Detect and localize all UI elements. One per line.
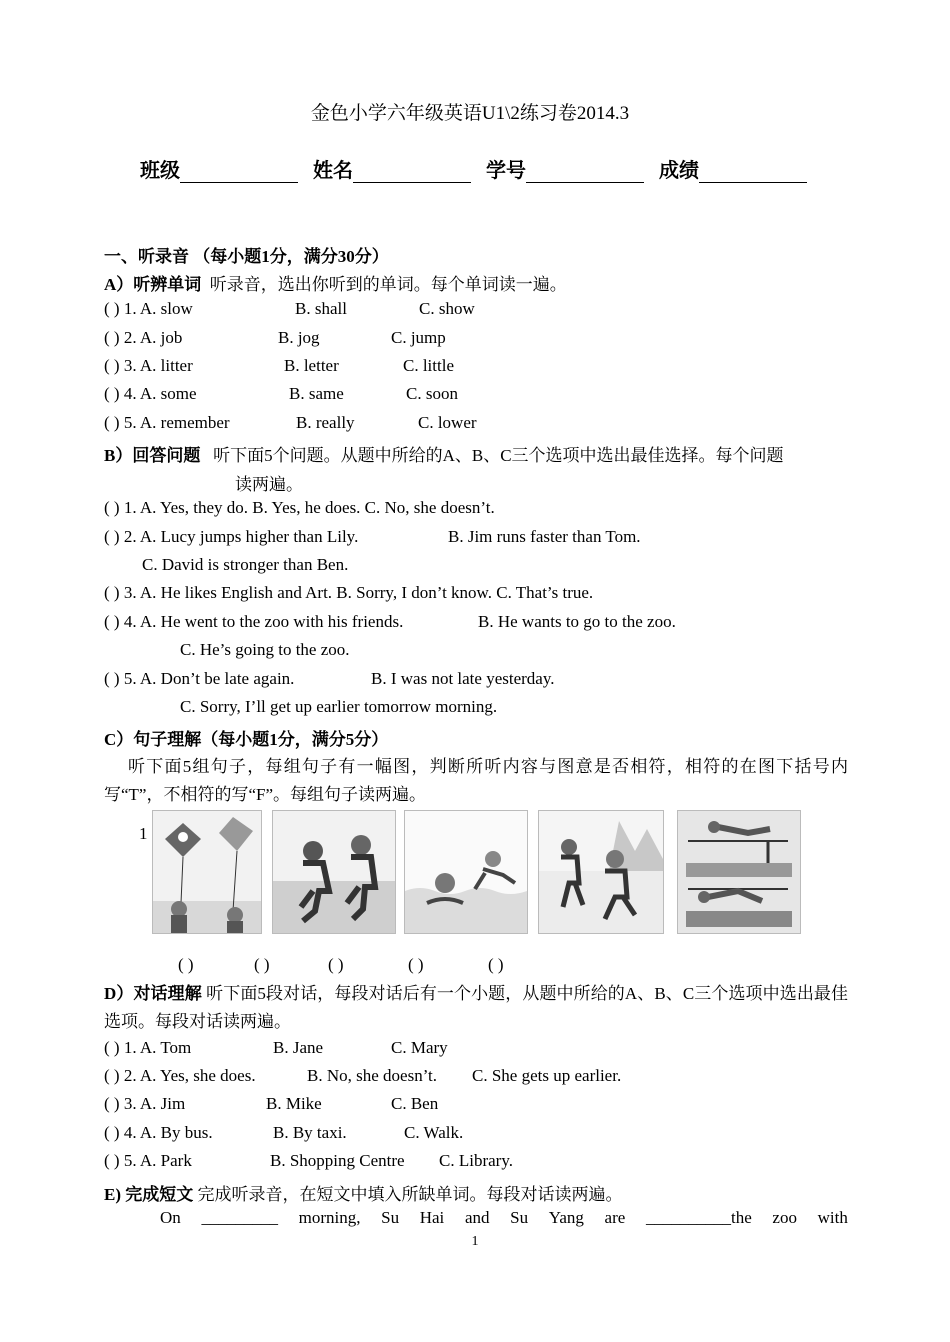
- part-b-q4-b: B. He wants to go to the zoo.: [478, 612, 676, 631]
- part-d-item-5-a: ( ) 5. A. Park: [104, 1151, 192, 1170]
- passage-blank[interactable]: _________: [201, 1208, 278, 1227]
- part-e-header: [104, 1180, 623, 1205]
- name-blank[interactable]: [353, 162, 471, 183]
- part-d-item-3-a: ( ) 3. A. Jim: [104, 1094, 186, 1113]
- part-a-item-2-a: ( ) 2. A. job: [104, 328, 183, 347]
- part-b-q5-a: ( ) 5. A. Don’t be late again.: [104, 669, 295, 688]
- swimming-icon: [405, 811, 527, 933]
- part-a-item-2-b: B. jog: [278, 328, 320, 347]
- class-blank[interactable]: [180, 162, 298, 183]
- part-d-item-2-c: C. She gets up earlier.: [472, 1066, 622, 1085]
- picture-number-1: 1: [139, 824, 148, 843]
- part-a-item-5-c: C. lower: [418, 413, 477, 432]
- passage-word: Su: [510, 1208, 529, 1227]
- score-blank[interactable]: [699, 162, 807, 183]
- part-a-item-1-b: B. shall: [295, 299, 347, 318]
- picture-kites: [152, 810, 262, 934]
- picture-high-jump: [677, 810, 801, 934]
- student-number-blank[interactable]: [526, 162, 644, 183]
- part-d-item-4-a: ( ) 4. A. By bus.: [104, 1123, 213, 1142]
- running-icon: [273, 811, 395, 933]
- part-d-item-1-c: C. Mary: [391, 1038, 448, 1057]
- part-b-instruction-cont: 读两遍。: [235, 475, 303, 494]
- part-d-item-2-b: B. No, she doesn’t.: [307, 1066, 438, 1085]
- name-label: 姓名: [313, 160, 353, 182]
- passage-word: are: [604, 1208, 626, 1227]
- part-a-header: [104, 270, 567, 295]
- part-d-instruction: 听下面5段对话，每段对话后有一个小题，从题中所给的A、B、C三个选项中选出最佳选项。每段对话读两遍。: [104, 984, 849, 1031]
- part-d-item-5-b: B. Shopping Centre: [270, 1151, 405, 1170]
- passage-blank[interactable]: __________the: [645, 1208, 752, 1227]
- part-d-item-3-b: B. Mike: [266, 1094, 322, 1113]
- part-b-q5-c: C. Sorry, I’ll get up earlier tomorrow morning.: [180, 697, 498, 716]
- part-a-item-4-b: B. same: [289, 384, 344, 403]
- part-d-item-4-c: C. Walk.: [404, 1123, 464, 1142]
- class-label: 班级: [140, 160, 180, 182]
- part-a-item-4-c: C. soon: [406, 384, 458, 403]
- part-b-label: B）回答问题: [104, 446, 201, 465]
- passage-word: On: [160, 1208, 181, 1227]
- part-a-item-1-c: C. show: [419, 299, 475, 318]
- kite-icon: [153, 811, 261, 933]
- answer-bracket-1[interactable]: ( ): [178, 955, 194, 974]
- part-d-item-5-c: C. Library.: [439, 1151, 513, 1170]
- answer-bracket-5[interactable]: ( ): [488, 955, 504, 974]
- passage-word: morning,: [298, 1208, 361, 1227]
- passage-word: and: [464, 1208, 490, 1227]
- passage-word: Hai: [419, 1208, 445, 1227]
- passage-word: Yang: [548, 1208, 584, 1227]
- part-d-item-3-c: C. Ben: [391, 1094, 439, 1113]
- part-b-q3: ( ) 3. A. He likes English and Art. B. Sorry, I don’t know. C. That’s true.: [104, 583, 594, 602]
- passage-word: Su: [381, 1208, 400, 1227]
- part-d-item-2-a: ( ) 2. A. Yes, she does.: [104, 1066, 256, 1085]
- part-a-item-5-b: B. really: [296, 413, 355, 432]
- part-d-item-4-b: B. By taxi.: [273, 1123, 347, 1142]
- section-heading: 一、听录音 （每小题1分，满分30分）: [104, 247, 389, 266]
- part-e-label: E) 完成短文: [104, 1185, 194, 1204]
- part-e-instruction: 完成听录音，在短文中填入所缺单词。每段对话读两遍。: [197, 1185, 623, 1204]
- picture-skating: [538, 810, 664, 934]
- part-b-q1: ( ) 1. A. Yes, they do. B. Yes, he does. C. No, she doesn’t.: [104, 498, 495, 517]
- picture-running: [272, 810, 396, 934]
- high-jump-icon: [678, 811, 800, 933]
- part-b-q4-c: C. He’s going to the zoo.: [180, 640, 350, 659]
- part-a-item-3-a: ( ) 3. A. litter: [104, 356, 193, 375]
- part-d-item-1-b: B. Jane: [273, 1038, 324, 1057]
- part-b-q4-a: ( ) 4. A. He went to the zoo with his friends.: [104, 612, 404, 631]
- part-a-item-1-a: ( ) 1. A. slow: [104, 299, 193, 318]
- skating-icon: [539, 811, 663, 933]
- passage-word: zoo: [772, 1208, 797, 1227]
- student-info-fields: [140, 154, 817, 183]
- part-b-q2-a: ( ) 2. A. Lucy jumps higher than Lily.: [104, 527, 359, 546]
- part-c-instruction: 听下面5组句子，每组句子有一幅图，判断所听内容与图意是否相符，相符的在图下括号内写“T”，不相符的写“F”。每组句子读两遍。: [104, 757, 848, 804]
- part-c-label: C）句子理解（每小题1分，满分5分）: [104, 730, 389, 749]
- part-d-label: D）对话理解: [104, 984, 202, 1003]
- part-a-label: A）听辨单词: [104, 275, 202, 294]
- passage-word: with: [817, 1208, 848, 1227]
- answer-bracket-2[interactable]: ( ): [254, 955, 270, 974]
- part-e-passage-line: [160, 1208, 848, 1228]
- picture-swimming: [404, 810, 528, 934]
- answer-bracket-4[interactable]: ( ): [408, 955, 424, 974]
- part-d-item-1-a: ( ) 1. A. Tom: [104, 1038, 192, 1057]
- part-a-item-4-a: ( ) 4. A. some: [104, 384, 197, 403]
- part-b-instruction: 听下面5个问题。从题中所给的A、B、C三个选项中选出最佳选择。每个问题: [213, 446, 784, 465]
- part-a-item-2-c: C. jump: [391, 328, 446, 347]
- page-title: 金色小学六年级英语U1\2练习卷2014.3: [310, 103, 630, 124]
- answer-bracket-3[interactable]: ( ): [328, 955, 344, 974]
- part-b-header: [104, 441, 848, 466]
- part-a-item-3-b: B. letter: [284, 356, 339, 375]
- part-b-q2-c: C. David is stronger than Ben.: [142, 555, 349, 574]
- score-label: 成绩: [659, 160, 699, 182]
- part-d-header: [104, 980, 848, 1036]
- part-a-item-5-a: ( ) 5. A. remember: [104, 413, 230, 432]
- part-b-q5-b: B. I was not late yesterday.: [371, 669, 555, 688]
- part-b-q2-b: B. Jim runs faster than Tom.: [448, 527, 641, 546]
- student-number-label: 学号: [486, 160, 526, 182]
- page-number: 1: [471, 1234, 479, 1249]
- part-a-item-3-c: C. little: [403, 356, 454, 375]
- part-a-instruction: 听录音，选出你听到的单词。每个单词读一遍。: [209, 275, 567, 294]
